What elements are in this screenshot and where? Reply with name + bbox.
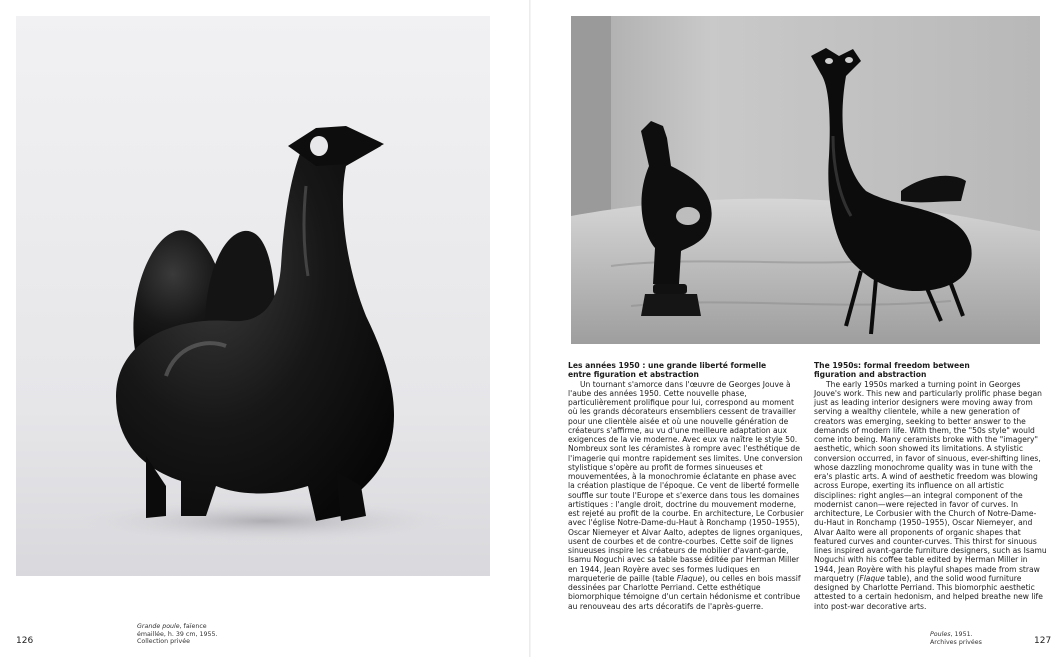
page-number-right: 127 [1034, 636, 1052, 646]
caption-right-line1 [930, 631, 1010, 639]
paragraph-french-italic: Flaque [676, 573, 703, 583]
caption-right-title: Poules [930, 631, 951, 638]
caption-right [930, 631, 1010, 646]
poules-image [571, 16, 1040, 344]
heading-english [814, 361, 1048, 380]
caption-left [137, 623, 247, 646]
heading-french-line1: Les années 1950 : une grande liberté formelle [568, 361, 767, 370]
caption-right-line2: Archives privées [930, 638, 982, 646]
heading-french-line2: entre figuration et abstraction [568, 370, 699, 380]
caption-left-line1 [137, 623, 247, 631]
paragraph-english [814, 380, 1048, 611]
text-column-english [814, 361, 1048, 611]
text-column-french [568, 361, 804, 611]
caption-left-line2: émaillée, h. 39 cm, 1955. [137, 630, 218, 638]
paragraph-english-body: The early 1950s marked a turning point in Georges Jouve's work. This new and particularly prolific phase began just as leading interior designers were moving away from serving a wealthy clientele, while a new generation of creators was emerging, seeking to better answer to the demands of modern life. With them, the "50s style" would come into being. Many ceramists broke with the "imagery" aesthetic, which soon showed its limitations. A stylistic conversion occurred, in favor of sinuous, ever-shifting lines, whose dazzling monochrome quality was in tune with the era's plastic arts. A wind of aesthetic freedom was blowing across Europe, exerting its influence on all artistic disciplines: right angles—an integral component of the modernist canon—were rejected in favor of curves. In architecture, Le Corbusier with the Church of Notre-Dame-du-Haut in Ronchamp (1950–1955), Oscar Niemeyer, and Alvar Aalto were all proponents of organic shapes that featured curves and counter-curves. This thirst for sinuous lines inspired avant-garde furniture designers, such as Isamu Noguchi with his coffee table edited by Herman Miller in 1944, Jean Royère with his playful shapes made from straw marquetry ( [814, 379, 1047, 583]
hen-sculpture-image [16, 16, 490, 576]
paragraph-french-body: Un tournant s'amorce dans l'œuvre de Georges Jouve à l'aube des années 1950. Cette nouvelle phase, particulièrement prolifique pour lui, correspond au moment où les grands décorateurs ensembliers cessent de travailler pour une clientèle aisée et où une nouvelle génération de créateurs s'affirme, au vu d'une meilleure adaptation aux exigences de la vie moderne. Avec eux va naître le style 50. Nombreux sont les céramistes à rompre avec l'esthétique de l'imagerie qui montre rapidement ses limites. Une conversion stylistique s'opère au profit de formes sinueuses et mouvementées, à la monochromie éclatante en phase avec la création plastique de l'époque. Ce vent de liberté formelle souffle sur toute l'Europe et s'exerce dans tous les domaines artistiques : l'angle droit, doctrine du mouvement moderne, est rejeté au profit de la courbe. En architecture, Le Corbusier avec l'église Notre-Dame-du-Haut à Ronchamp (1950–1955), Oscar Niemeyer et Alvar Aalto, adeptes de lignes organiques, usent de courbes et de contre-courbes. Cette soif de lignes sinueuses inspire les créateurs de mobilier d'avant-garde, Isamu Noguchi avec sa table basse éditée par Herman Miller en 1944, Jean Royère avec ses formes ludiques en marqueterie de paille (table [568, 379, 804, 583]
heading-english-line2: figuration and abstraction [814, 370, 927, 380]
heading-french [568, 361, 804, 380]
caption-right-line1-rest: , 1951. [950, 631, 973, 638]
caption-left-line1-rest: , faïence [179, 623, 207, 630]
page-gutter [529, 0, 531, 657]
poules-photo [571, 16, 1040, 344]
caption-left-line3: Collection privée [137, 638, 190, 646]
page-number-left: 126 [16, 636, 34, 646]
caption-left-title: Grande poule [137, 623, 180, 630]
paragraph-english-end: table), and the solid wood furniture designed by Charlotte Perriand. This biomorphic aesthetic attested to a certain hedonism, and helped breathe new life into post-war decorative arts. [814, 573, 1043, 611]
hen-sculpture-photo [16, 16, 490, 576]
heading-english-line1: The 1950s: formal freedom between [814, 361, 970, 370]
paragraph-french-end: ), ou celles en bois massif dessinées par Charlotte Perriand. Cette esthétique biomorphique témoigne d'un certain hédonisme et contribue au renouveau des arts décoratifs de l'après-guerre. [568, 573, 801, 611]
paragraph-english-italic: Flaque [859, 573, 885, 583]
paragraph-french [568, 380, 804, 611]
